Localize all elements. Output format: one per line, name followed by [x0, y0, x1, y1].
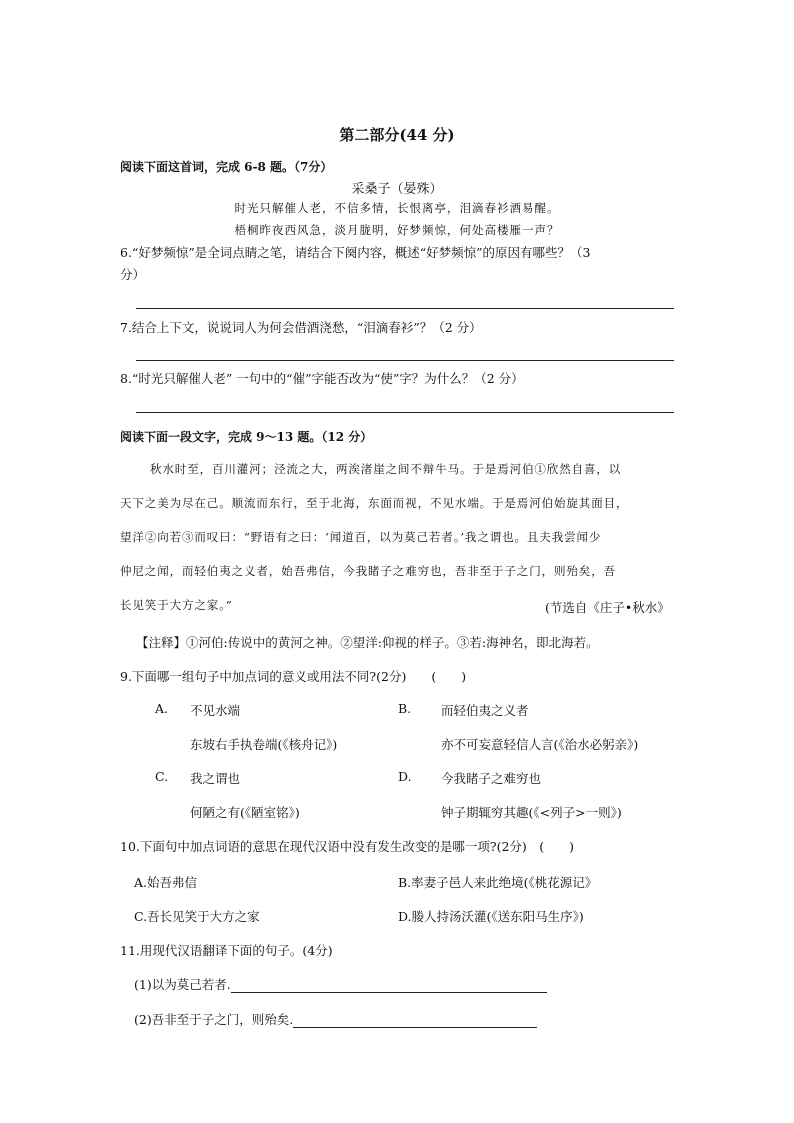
q9-option-d-label: D.	[398, 769, 412, 784]
answer-line-7[interactable]	[136, 360, 674, 361]
question-6-line2: 分）	[120, 267, 146, 282]
question-6-line1: 6.“好梦频惊”是全词点睛之笔，请结合下阕内容，概述“好梦频惊”的原因有哪些？（3	[120, 245, 591, 260]
poem-title: 采桑子（晏殊）	[351, 182, 443, 197]
question-9: 9.下面哪一组句子中加点词的意义或用法不同?(2分) ( )	[120, 669, 467, 684]
passage-line-3: 望洋②向若③而叹曰：“野语有之曰：‘闻道百，以为莫己若者。’我之谓也。且夫我尝闻少	[120, 530, 602, 544]
passage-line-4: 仲尼之闻，而轻伯夷之义者，始吾弗信，今我睹子之难穷也，吾非至于子之门，则殆矣，吾	[120, 564, 616, 578]
poem-line-1: 时光只解催人老，不信多情，长恨离亭，泪滴春衫酒易醒。	[234, 201, 560, 215]
answer-blank-11-2[interactable]	[293, 1013, 537, 1028]
answer-blank-11-1[interactable]	[231, 978, 547, 993]
q9-option-c-line2: 何陋之有(《陋室铭》)	[190, 805, 300, 820]
passage-line-2: 天下之美为尽在己。顺流而东行，至于北海，东面而视，不见水端。于是焉河伯始旋其面目，	[120, 496, 629, 510]
q9-option-a-line2: 东坡右手执卷端(《核舟记》)	[190, 737, 338, 752]
answer-line-8[interactable]	[136, 412, 674, 413]
passage-line-1: 秋水时至，百川灌河；泾流之大，两涘渚崖之间不辩牛马。于是焉河伯①欣然自喜，以	[150, 462, 622, 476]
annotation-note: 【注释】①河伯:传说中的黄河之神。②望洋:仰视的样子。③若:海神名，即北海若。	[136, 635, 599, 650]
q9-option-b-line2: 亦不可妄意轻信人言(《治水必躬亲》)	[441, 737, 639, 752]
passage-source: (节选自《庄子•秋水》	[545, 600, 670, 615]
part-title: 第二部分(44 分)	[339, 126, 455, 144]
q9-option-b-line1: 而轻伯夷之义者	[441, 703, 529, 718]
poem-line-2: 梧桐昨夜西风急，淡月胧明，好梦频惊，何处高楼雁一声？	[234, 223, 560, 237]
q9-option-a-line1: 不见水端	[190, 703, 241, 718]
section2-instruction: 阅读下面一段文字，完成 9～13 题。（12 分）	[120, 430, 373, 444]
q11-item-1-row	[134, 975, 547, 993]
q11-item-2-row	[134, 1010, 537, 1028]
passage-line-5: 长见笑于大方之家。”	[120, 598, 233, 612]
q11-item-1: (1)以为莫己若者.	[134, 977, 231, 992]
q11-item-2: (2)吾非至于子之门，则殆矣.	[134, 1012, 294, 1027]
q9-option-d-line1: 今我睹子之难穷也	[441, 771, 542, 786]
question-11: 11.用现代汉语翻译下面的句子。(4分)	[120, 943, 333, 958]
q9-option-c-line1: 我之谓也	[190, 771, 241, 786]
question-7: 7.结合上下文，说说词人为何会借酒浇愁，“泪滴春衫”？（2 分）	[120, 320, 482, 335]
q10-option-b: B.率妻子邑人来此绝境(《桃花源记》	[398, 875, 598, 890]
question-8: 8.“时光只解催人老” 一句中的“催”字能否改为“使”字？为什么？（2 分）	[120, 371, 524, 386]
q9-option-b-label: B.	[398, 701, 412, 716]
question-10: 10.下面句中加点词语的意思在现代汉语中没有发生改变的是哪一项?(2分) ( )	[120, 839, 575, 854]
q10-option-a: A.始吾弗信	[134, 875, 198, 890]
q10-option-d: D.媵人持汤沃灌(《送东阳马生序》)	[398, 909, 584, 924]
q9-option-d-line2: 钟子期辄穷其趣(《<列子>一则》)	[441, 805, 622, 820]
q9-option-c-label: C.	[155, 769, 169, 784]
q10-option-c: C.吾长见笑于大方之家	[134, 909, 260, 924]
section1-instruction: 阅读下面这首词，完成 6-8 题。（7分）	[120, 160, 333, 174]
answer-line-6[interactable]	[136, 308, 674, 309]
q9-option-a-label: A.	[155, 701, 169, 716]
